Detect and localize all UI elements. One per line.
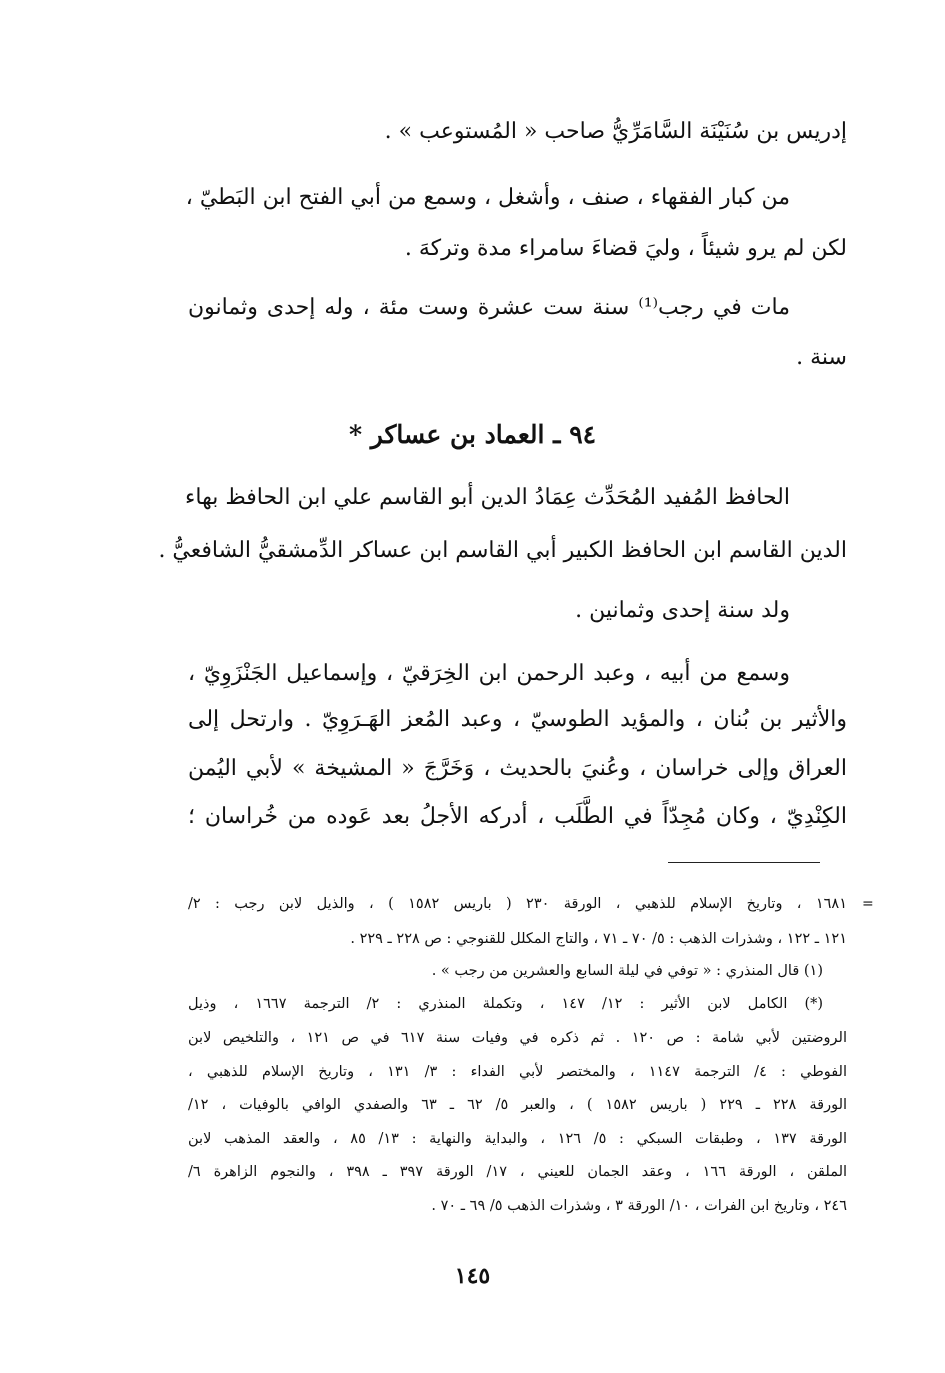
- text-line: مات في رجب⁽¹⁾ سنة ست عشرة وست مئة ، وله إحدى وثمانون: [188, 295, 790, 320]
- text-line: إدريس بن سُنَيْنَة السَّامَرِّيُّ صاحب « المُستوعب » .: [384, 119, 847, 144]
- text-line: الحافظ المُفيد المُحَدِّث عِمَادُ الدين أبو القاسم علي ابن الحافظ بهاء: [185, 485, 790, 510]
- text-line: العراق وإلى خراسان ، وعُنيَ بالحديث ، وَخَرَّجَ « المشيخة » لأبي اليُمن: [188, 756, 847, 781]
- text-line: ولد سنة إحدى وثمانين .: [575, 598, 790, 623]
- footnote-line: (١) قال المنذري : « توفي في ليلة السابع والعشرين من رجب » .: [431, 963, 823, 979]
- text-line: وسمع من أبيه ، وعبد الرحمن ابن الخِرَقيّ ، وإسماعيل الجَنْزَوِيّ ،: [188, 661, 790, 686]
- page-number: ١٤٥: [454, 1263, 491, 1289]
- entry-heading: ٩٤ ـ العماد بن عساكر *: [348, 420, 597, 449]
- footnote-line: الورقة ٢٢٨ ـ ٢٢٩ ( باريس ١٥٨٢ ) ، والعبر ٥/ ٦٢ ـ ٦٣ والصفدي الوافي بالوفيات ، ١٢/: [188, 1097, 848, 1113]
- text-line: الدين القاسم ابن الحافظ الكبير أبي القاسم ابن عساكر الدِّمشقيُّ الشافعيُّ .: [158, 538, 847, 563]
- footnote-line: الفوطي : ٤/ الترجمة ١١٤٧ ، والمختصر لأبي الفداء : ٣/ ١٣١ ، وتاريخ الإسلام للذهبي ،: [188, 1064, 848, 1080]
- footnote-line: الروضتين لأبي شامة : ص ١٢٠ . ثم ذكره في وفيات سنة ٦١٧ في ص ١٢١ ، والتلخيص لابن: [188, 1030, 848, 1046]
- footnote-line: الورقة ١٣٧ ، وطبقات السبكي : ٥/ ١٢٦ ، والبداية والنهاية : ١٣/ ٨٥ ، والعقد المذهب لابن: [188, 1131, 847, 1147]
- text-line: سنة .: [796, 345, 847, 370]
- text-line: والأثير بن بُنان ، والمؤيد الطوسيّ ، وعبد المُعز الهَـرَوِيّ . وارتحل إلى: [188, 707, 847, 732]
- continuation-marker: =: [862, 896, 874, 912]
- text-line: لكن لم يرو شيئاً ، وليَ قضاءَ سامراء مدة وتركهَ .: [404, 236, 847, 261]
- footnote-line: (*) الكامل لابن الأثير : ١٢/ ١٤٧ ، وتكملة المنذري : ٢/ الترجمة ١٦٦٧ ، وذيل: [188, 996, 824, 1012]
- footnote-line: الملقن ، الورقة ١٦٦ ، وعقد الجمان للعيني ، ١٧/ الورقة ٣٩٧ ـ ٣٩٨ ، والنجوم الزاهرة ٦/: [188, 1164, 848, 1180]
- footnote-line: ٢٤٦ ، وتاريخ ابن الفرات ، ١٠/ الورقة ٣ ، وشذرات الذهب ٥/ ٦٩ ـ ٧٠ .: [431, 1198, 847, 1214]
- text-line: من كبار الفقهاء ، صنف ، وأشغل ، وسمع من أبي الفتح ابن البَطيّ ،: [185, 185, 790, 210]
- footnote-separator: [668, 862, 820, 863]
- footnote-line: ١٦٨١ ، وتاريخ الإسلام للذهبي ، الورقة ٢٣٠ ( باريس ١٥٨٢ ) ، والذيل لابن رجب : ٢/: [188, 896, 848, 912]
- text-line: الكِنْدِيّ ، وكان مُجِدّاً في الطَّلَب ، أدركه الأجلُ بعد عَوده من خُراسان ؛: [188, 804, 847, 829]
- footnote-line: ١٢١ ـ ١٢٢ ، وشذرات الذهب : ٥/ ٧٠ ـ ٧١ ، والتاج المكلل للقنوجي : ص ٢٢٨ ـ ٢٢٩ .: [350, 931, 847, 947]
